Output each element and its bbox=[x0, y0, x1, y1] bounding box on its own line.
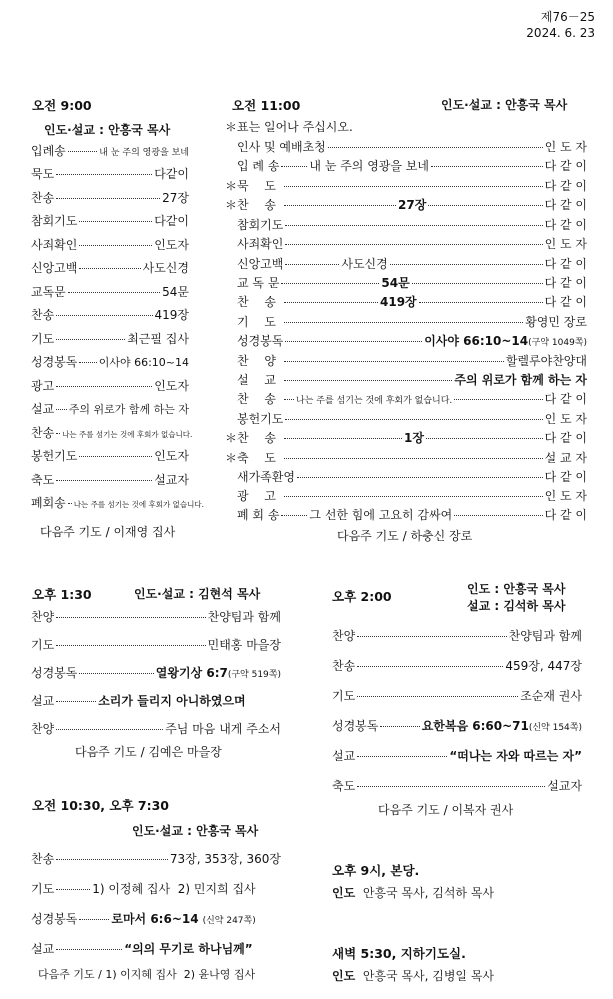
service-1330-row: 성경봉독 열왕기상 6:7 (구약 519쪽) bbox=[31, 666, 281, 680]
service-1030-next-prayer: 다음주 기도 / 1) 이지혜 집사 2) 윤나영 집사 bbox=[38, 968, 256, 981]
service-1030-row: 기도 1) 이정혜 집사 2) 민지희 집사 bbox=[31, 882, 256, 896]
service-0900-row: 기도 최근필 집사 bbox=[31, 332, 189, 346]
service-0900-row: 광고 인도자 bbox=[31, 379, 189, 393]
service-0900-leader: 인도·설교 : 안흥국 목사 bbox=[44, 123, 171, 137]
service-0900-row: 교독문 54문 bbox=[31, 285, 189, 299]
service-0900-row: 폐회송 나는 주를 섬기는 것에 후회가 없습니다. bbox=[31, 496, 205, 510]
service-1100-row: 참회기도 다 같 이 bbox=[237, 218, 587, 232]
service-1100-row: 봉헌기도 인 도 자 bbox=[237, 412, 587, 426]
standing-star: ＊ bbox=[225, 451, 238, 465]
service-0900-row: 입례송 내 눈 주의 영광을 보네 bbox=[31, 144, 189, 158]
service-1330-title: 오후 1:30 bbox=[32, 587, 92, 602]
service-1330-row: 찬양 찬양팀과 함께 bbox=[31, 610, 281, 624]
service-1100-row: 새가족환영 다 같 이 bbox=[237, 470, 587, 484]
issue-number: 제76－25 bbox=[540, 10, 595, 24]
service-1100-next-prayer: 다음주 기도 / 하충신 장로 bbox=[337, 529, 473, 543]
service-1030-row: 성경봉독 로마서 6:6~14 (신약 247쪽) bbox=[31, 912, 256, 926]
service-1100-row: 입 례 송 내 눈 주의 영광을 보네 다 같 이 bbox=[237, 159, 587, 173]
service-1330-row: 찬양 주님 마음 내게 주소서 bbox=[31, 722, 281, 736]
standing-note: ＊표는 일어나 주십시오. bbox=[225, 120, 353, 134]
service-1330-leader: 인도·설교 : 김현석 목사 bbox=[134, 587, 261, 601]
service-1100-row: 교 독 문 54문 다 같 이 bbox=[237, 276, 587, 290]
service-1400-row: 찬양 찬양팀과 함께 bbox=[332, 629, 582, 643]
service-0900-next-prayer: 다음주 기도 / 이재영 집사 bbox=[40, 525, 176, 539]
service-0530-leaders: 인도 안흥국 목사, 김병일 목사 bbox=[332, 969, 495, 983]
service-1030-title: 오전 10:30, 오후 7:30 bbox=[32, 798, 169, 813]
service-1400-preacher: 설교 : 김석하 목사 bbox=[467, 599, 566, 613]
service-1400-row: 성경봉독 요한복음 6:60~71 (신약 154쪽) bbox=[332, 719, 582, 733]
service-0900-row: 찬송 27장 bbox=[31, 191, 189, 205]
service-0900-row: 봉헌기도 인도자 bbox=[31, 449, 189, 463]
standing-star: ＊ bbox=[225, 179, 238, 193]
service-1100-row: 설 교 주의 위로가 함께 하는 자 bbox=[237, 373, 587, 387]
service-1400-title: 오후 2:00 bbox=[332, 589, 392, 604]
service-1400-row: 기도 조순재 권사 bbox=[332, 689, 582, 703]
service-1330-next-prayer: 다음주 기도 / 김예은 마을장 bbox=[75, 745, 222, 759]
service-1030-row: 설교 “의의 무기로 하나님께” bbox=[31, 942, 253, 956]
service-0900-row: 사죄확인 인도자 bbox=[31, 238, 189, 252]
service-0900-row: 찬송 나는 주를 섬기는 것에 후회가 없습니다. bbox=[31, 426, 193, 440]
service-1330-row: 기도 민태홍 마을장 bbox=[31, 638, 281, 652]
service-1100-row: 광 고 인 도 자 bbox=[237, 489, 587, 503]
service-1100-title: 오전 11:00 bbox=[232, 98, 301, 113]
service-1400-next-prayer: 다음주 기도 / 이복자 권사 bbox=[378, 803, 514, 817]
service-2100-title: 오후 9시, 본당. bbox=[332, 863, 420, 878]
service-1100-row: 찬 송 419장 다 같 이 bbox=[237, 295, 587, 309]
service-0900-title: 오전 9:00 bbox=[32, 98, 92, 113]
service-0900-row: 축도 설교자 bbox=[31, 473, 189, 487]
service-0900-row: 신앙고백 사도신경 bbox=[31, 261, 189, 275]
service-2100-leaders: 인도 안흥국 목사, 김석하 목사 bbox=[332, 886, 495, 900]
service-1100-row: 기 도 황영민 장로 bbox=[237, 315, 587, 329]
service-1100-row: 폐 회 송 그 선한 힘에 고요히 감싸여 다 같 이 bbox=[237, 508, 587, 522]
service-1030-leader: 인도·설교 : 안흥국 목사 bbox=[132, 824, 259, 838]
service-1100-row: 찬 송 27장 다 같 이 bbox=[237, 198, 587, 212]
service-1100-row: 찬 송 1장 다 같 이 bbox=[237, 431, 587, 445]
standing-star: ＊ bbox=[225, 198, 238, 212]
standing-star: ＊ bbox=[225, 431, 238, 445]
service-1100-row: 묵 도 다 같 이 bbox=[237, 179, 587, 193]
service-0900-row: 묵도 다같이 bbox=[31, 167, 189, 181]
service-0530-title: 새벽 5:30, 지하기도실. bbox=[332, 946, 466, 961]
service-1100-row: 사죄확인 인 도 자 bbox=[237, 237, 587, 251]
service-1100-row: 축 도 설 교 자 bbox=[237, 451, 587, 465]
service-1400-row: 설교 “떠나는 자와 따르는 자” bbox=[332, 749, 582, 763]
service-1400-row: 찬송 459장, 447장 bbox=[332, 659, 582, 673]
service-1100-row: 신앙고백 사도신경 다 같 이 bbox=[237, 257, 587, 271]
issue-date: 2024. 6. 23 bbox=[526, 26, 595, 40]
service-1330-row: 설교 소리가 들리지 아니하였으며 bbox=[31, 694, 246, 708]
service-1400-leader: 인도 : 안흥국 목사 bbox=[467, 582, 566, 596]
service-1100-row: 찬 양 할렐루야찬양대 bbox=[237, 354, 587, 368]
service-0900-row: 설교 주의 위로가 함께 하는 자 bbox=[31, 402, 189, 416]
service-0900-row: 찬송 419장 bbox=[31, 308, 189, 322]
service-1100-leader: 인도·설교 : 안흥국 목사 bbox=[441, 98, 568, 112]
service-0900-row: 참회기도 다같이 bbox=[31, 214, 189, 228]
service-1400-row: 축도 설교자 bbox=[332, 779, 582, 793]
service-1100-row: 찬 송 나는 주를 섬기는 것에 후회가 없습니다. 다 같 이 bbox=[237, 392, 587, 406]
service-1100-row: 인사 및 예배초청 인 도 자 bbox=[237, 140, 587, 154]
service-1030-row: 찬송 73장, 353장, 360장 bbox=[31, 852, 281, 866]
service-1100-row: 성경봉독 이사야 66:10~14 (구약 1049쪽) bbox=[237, 334, 587, 348]
service-0900-row: 성경봉독 이사야 66:10~14 bbox=[31, 355, 189, 369]
